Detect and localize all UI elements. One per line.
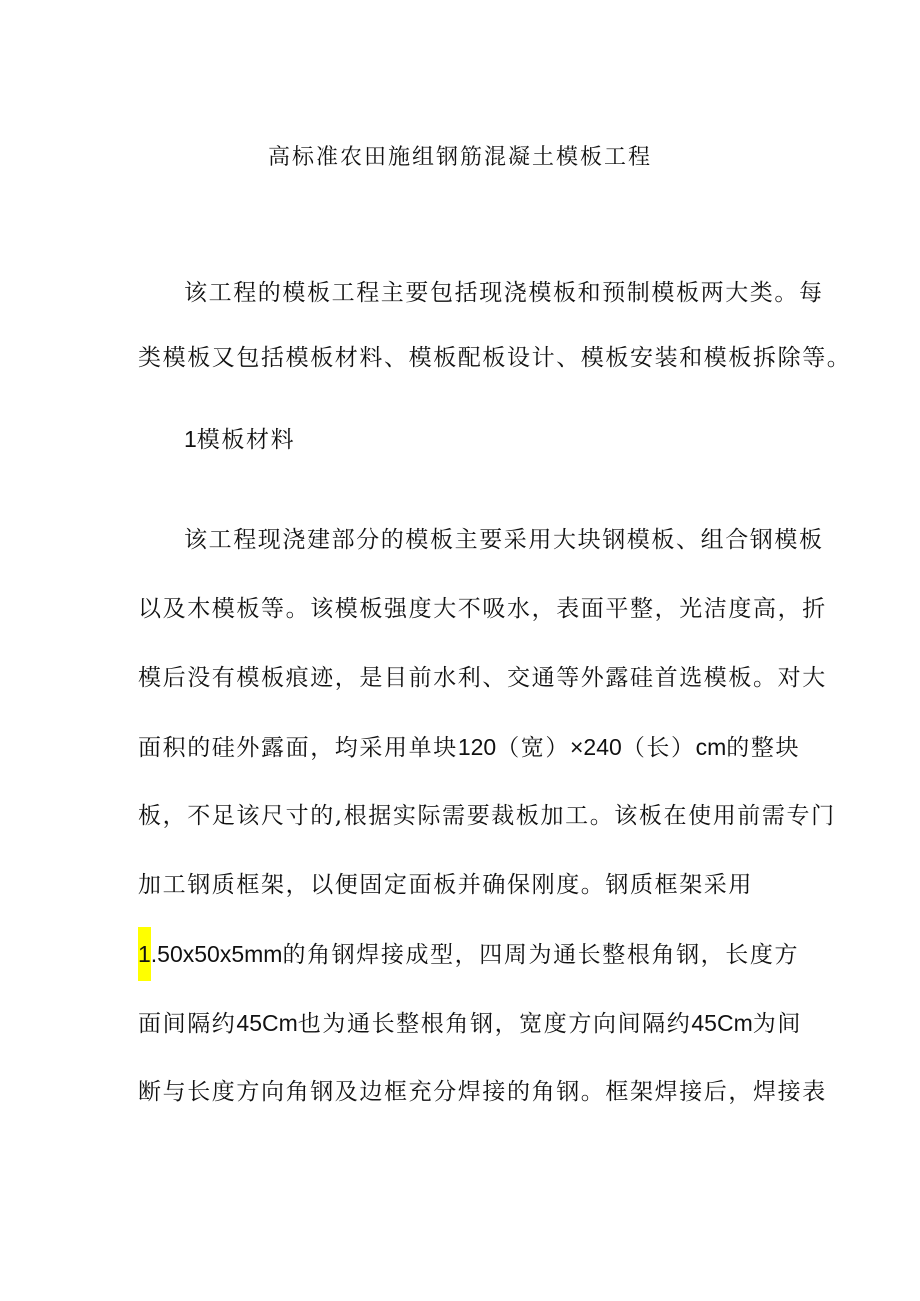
length-spacing-value: 45Cm	[236, 1010, 298, 1036]
section-heading	[184, 422, 798, 457]
body-line-8	[138, 1006, 802, 1041]
intro-paragraph-line-2: 类模板又包括模板材料、模板配板设计、模板安装和模板拆除等。	[138, 345, 852, 371]
body-line-9: 断与长度方向角钢及边框充分焊接的角钢。框架焊接后，焊接表	[138, 1079, 827, 1105]
body-line-5: 板，不足该尺寸的,根据实际需要裁板加工。该板在使用前需专门	[138, 803, 836, 829]
body-line-1: 该工程现浇建部分的模板主要采用大块钢模板、组合钢模板	[184, 527, 824, 553]
body-line-8-text-c: 也为通长整根角钢，宽度方向间隔约	[297, 1011, 692, 1037]
length-label: （长）	[621, 735, 696, 761]
body-line-3: 模后没有模板痕迹，是目前水利、交通等外露硅首选模板。对大	[138, 665, 827, 691]
document-title: 高标准农田施组钢筋混凝土模板工程	[267, 145, 652, 170]
body-line-4	[138, 730, 801, 765]
highlighted-text: 1	[138, 927, 151, 981]
body-line-2: 以及木模板等。该模板强度大不吸水，表面平整，光洁度高，折	[138, 596, 827, 622]
body-line-8-text-e: 为间	[752, 1011, 802, 1037]
body-line-4-text-a: 面积的硅外露面，均采用单块	[138, 735, 458, 761]
length-value: ×240	[570, 734, 622, 760]
body-line-7-text: 的角钢焊接成型，四周为通长整根角钢，长度方	[282, 942, 800, 968]
body-line-7	[138, 937, 798, 972]
unit-cm: cm	[695, 734, 727, 760]
width-spacing-value: 45Cm	[691, 1010, 753, 1036]
section-number: 1	[184, 426, 197, 452]
angle-steel-spec: .50x50x5mm	[150, 941, 283, 967]
width-value: 120	[457, 734, 497, 760]
section-heading-text: 模板材料	[196, 427, 296, 453]
intro-paragraph-line-1: 该工程的模板工程主要包括现浇模板和预制模板两大类。每	[184, 280, 824, 306]
body-line-8-text-a: 面间隔约	[138, 1011, 237, 1037]
body-line-4-text-g: 的整块	[726, 735, 801, 761]
body-line-6: 加工钢质框架，以便固定面板并确保刚度。钢质框架采用	[138, 872, 753, 898]
width-label: （宽）	[496, 735, 570, 761]
